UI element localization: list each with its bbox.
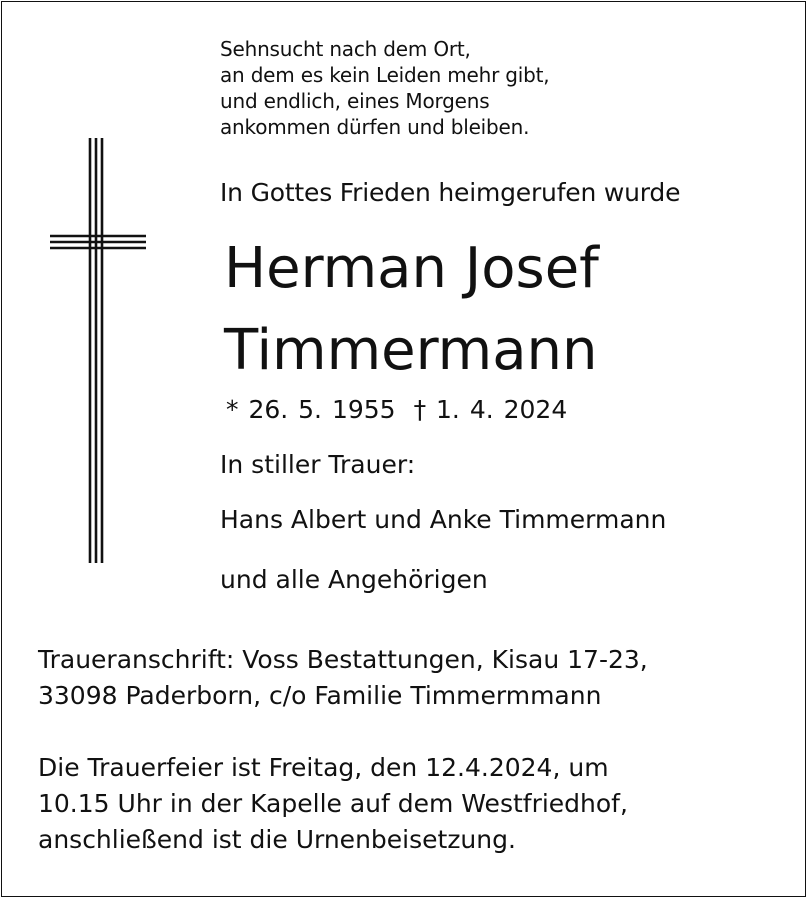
- poem-line: ankommen dürfen und bleiben.: [220, 115, 530, 139]
- poem-line: Sehnsucht nach dem Ort,: [220, 37, 471, 61]
- mourning-relatives: und alle Angehörigen: [220, 565, 488, 594]
- funeral-address: [38, 642, 648, 714]
- death-date: † 1. 4. 2024: [413, 395, 568, 424]
- ceremony-line: 10.15 Uhr in der Kapelle auf dem Westfriedhof,: [38, 789, 628, 818]
- poem-line: und endlich, eines Morgens: [220, 89, 490, 113]
- poem-line: an dem es kein Leiden mehr gibt,: [220, 63, 550, 87]
- address-line: Traueranschrift: Voss Bestattungen, Kisau 17-23,: [38, 645, 648, 674]
- cross-icon: [50, 138, 150, 572]
- deceased-name: [224, 228, 599, 392]
- mourning-family: Hans Albert und Anke Timmermann: [220, 505, 667, 534]
- life-dates: [226, 395, 567, 424]
- poem: [220, 36, 549, 140]
- birth-date: * 26. 5. 1955: [226, 395, 396, 424]
- ceremony-line: anschließend ist die Urnenbeisetzung.: [38, 825, 516, 854]
- ceremony-details: [38, 750, 628, 858]
- intro-text: In Gottes Frieden heimgerufen wurde: [220, 178, 681, 207]
- ceremony-line: Die Trauerfeier ist Freitag, den 12.4.2024, um: [38, 753, 609, 782]
- deceased-last-name: Timmermann: [224, 318, 598, 383]
- mourning-heading: In stiller Trauer:: [220, 450, 416, 479]
- address-line: 33098 Paderborn, c/o Familie Timmermmann: [38, 681, 602, 710]
- deceased-first-names: Herman Josef: [224, 236, 599, 301]
